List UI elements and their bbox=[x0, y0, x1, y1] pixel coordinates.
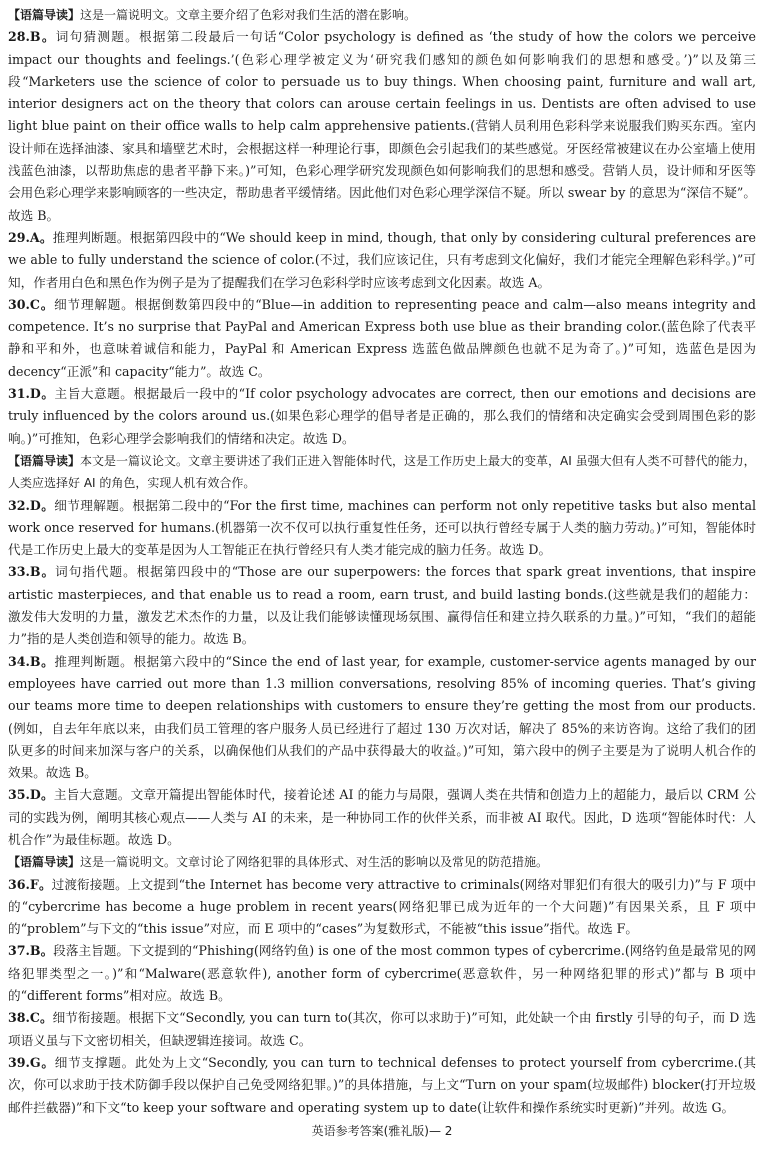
answer-number: 35.D。 bbox=[8, 787, 54, 803]
guide-tag: 【语篇导读】 bbox=[8, 855, 81, 870]
reading-guide bbox=[8, 851, 756, 873]
answer-32 bbox=[8, 495, 756, 562]
answer-explanation: 推理判断题。根据第四段中的“We should keep in mind, though, that only by considering cultural preferences are we able to fully understand the science of color.(不过，我们应该记住，只有考虑到文化偏好，我们才能完全理解色彩科学。)”可知，作者用白色和黑色作为例子是为了提醒我们在学习色彩科学时应该考虑到文化因素。故选 A。 bbox=[8, 229, 756, 290]
answer-explanation: 过渡衔接题。上文提到“the Internet has become very attractive to criminals(网络对罪犯们有很大的吸引力)”与 F 项中的“cybercrime has become a huge problem in recent years(网络犯罪已成为近年的一个大问题)”有因果关系，且 F 项中的“problem”与下文的“this issue”对应，而 E 项中的“cases”为复数形式，不能被“this issue”指代。故选 F。 bbox=[8, 876, 756, 937]
guide-text: 本文是一篇议论文。文章主要讲述了我们正进入智能体时代，这是工作历史上最大的变革，AI 虽强大但有人类不可替代的能力，人类应选择好 AI 的角色，实现人机有效合作。 bbox=[8, 453, 756, 491]
answer-explanation: 主旨大意题。文章开篇提出智能体时代，接着论述 AI 的能力与局限，强调人类在共情和创造力上的超能力，最后以 CRM 公司的实践为例，阐明其核心观点——人类与 AI 的未来，是一种协同工作的伙伴关系，而非被 AI 取代。因此，D 选项“智能体时代：人机合作”为最佳标题。故选 D。 bbox=[8, 787, 756, 847]
answer-37 bbox=[8, 940, 756, 1007]
answer-number: 36.F。 bbox=[8, 876, 52, 892]
answer-number: 32.D。 bbox=[8, 497, 55, 513]
answer-number: 30.C。 bbox=[8, 296, 55, 312]
answer-35 bbox=[8, 784, 756, 851]
answer-explanation: 细节衔接题。根据下文“Secondly, you can turn to(其次，你可以求助于)”可知，此处缺一个由 firstly 引导的句子，而 D 选项语义虽与下文密切相关，但缺逻辑连接词。故选 C。 bbox=[8, 1010, 757, 1048]
answer-explanation: 词句指代题。根据第四段中的“Those are our superpowers: the forces that spark great inventions, that inspire artistic masterpieces, and that enable us to read a room, earn trust, and build lasting bonds.(这些就是我们的超能力：激发伟大发明的力量，激发艺术杰作的力量，以及让我们能够读懂现场氛围、赢得信任和建立持久联系的力量。)”可知，“我们的超能力”指的是人类创造和领导的能力。故选 B。 bbox=[8, 564, 756, 647]
page-footer: 英语参考答案(雅礼版)— 2 bbox=[311, 1124, 453, 1138]
answer-36 bbox=[8, 874, 756, 941]
answer-explanation: 细节支撑题。此处为上文“Secondly, you can turn to technical defenses to protect yourself from cybercrime.(其次，你可以求助于技术防御手段以保护自己免受网络犯罪。)”的具体措施，与上文“Turn on your spam(垃圾邮件) blocker(打开垃圾邮件拦截器)”和下文“to keep your software and operating system up to date(让软件和操作系统实时更新)”并列。故选 G。 bbox=[8, 1054, 756, 1115]
answer-number: 39.G。 bbox=[8, 1054, 55, 1070]
answer-explanation: 细节理解题。根据第二段中的“For the first time, machines can perform not only repetitive tasks but also mental work once reserved for humans.(机器第一次不仅可以执行重复性任务，还可以执行曾经专属于人类的脑力劳动。)”可知，智能体时代是工作历史上最大的变革是因为人工智能正在执行曾经只有人类才能完成的脑力任务。故选 D。 bbox=[8, 497, 756, 558]
answer-explanation: 段落主旨题。下文提到的“Phishing(网络钓鱼) is one of the most common types of cybercrime.(网络钓鱼是最常见的网络犯罪类型之一。)”和“Malware(恶意软件), another form of cybercrime(恶意软件，另一种网络犯罪的形式)”都与 B 项中的“different forms”相对应。故选 B。 bbox=[8, 943, 756, 1004]
answer-number: 38.C。 bbox=[8, 1010, 53, 1026]
answer-29 bbox=[8, 227, 756, 294]
answer-number: 34.B。 bbox=[8, 653, 55, 669]
answer-31 bbox=[8, 383, 756, 450]
answer-number: 29.A。 bbox=[8, 229, 53, 245]
answer-explanation: 细节理解题。根据倒数第四段中的“Blue—in addition to representing peace and calm—also means integrity and competence. It’s no surprise that PayPal and American Express both use blue as their branding color.(蓝色除了代表平静和平和外，也意味着诚信和能力，PayPal 和 American Express 选蓝色做品牌颜色也就不足为奇了。)”可知，选蓝色是因为 decency“正派”和 capacity“能力”。故选 C。 bbox=[8, 296, 756, 379]
answer-38 bbox=[8, 1007, 756, 1052]
answer-34 bbox=[8, 651, 756, 785]
answer-39 bbox=[8, 1052, 756, 1119]
reading-guide bbox=[8, 4, 756, 26]
guide-text: 这是一篇说明文。文章主要介绍了色彩对我们生活的潜在影响。 bbox=[80, 8, 417, 22]
section-color-psychology bbox=[8, 4, 756, 450]
answer-explanation: 词句猜测题。根据第二段最后一句话“Color psychology is defined as ‘the study of how the colors we perceive impact our thoughts and feelings.’(色彩心理学被定义为‘研究我们感知的颜色如何影响我们的思想和感受。’)”以及第三段“Marketers use the science of color to persuade us to buy things. When choosing paint, furniture and wall art, interior designers act on the theory that colors can arouse certain feelings in us. Dentists are often advised to use light blue paint on their office walls to help calm apprehensive patients.(营销人员利用色彩科学来说服我们购买东西。室内设计师在选择油漆、家具和墙壁艺术时，会根据这样一种理论行事，即颜色会引起我们的某些感觉。牙医经常被建议在办公室墙上使用浅蓝色油漆，以帮助焦虑的患者平静下来。)”可知，色彩心理学研究发现颜色如何影响我们的思想和感受。营销人员，设计师和牙医等会用色彩心理学来影响顾客的一些决定，帮助患者平缓情绪。因此他们对色彩心理学深信不疑。所以 swear by 的意思为“深信不疑”。故选 B。 bbox=[8, 29, 756, 223]
answer-number: 31.D。 bbox=[8, 386, 55, 402]
answer-explanation: 推理判断题。根据第六段中的“Since the end of last year, for example, customer-service agents managed by our employees have carried out more than 1.3 million conversations, resolving 85% of incoming queries. That’s giving our teams more time to deepen relationships with customers to ensure they’re getting the most from our products.(例如，自去年年底以来，由我们员工管理的客户服务人员已经进行了超过 130 万次对话，解决了 85%的来访咨询。这给了我们的团队更多的时间来加深与客户的关系，以确保他们从我们的产品中获得最大的收益。)”可知，第六段中的例子主要是为了说明人机合作的效果。故选 B。 bbox=[8, 653, 756, 781]
answer-page bbox=[8, 4, 756, 1144]
answer-33 bbox=[8, 561, 756, 650]
answer-30 bbox=[8, 294, 756, 383]
guide-tag: 【语篇导读】 bbox=[8, 8, 81, 22]
answer-number: 37.B。 bbox=[8, 943, 54, 959]
guide-tag: 【语篇导读】 bbox=[8, 453, 81, 468]
answer-28 bbox=[8, 26, 756, 227]
answer-number: 33.B。 bbox=[8, 564, 56, 580]
guide-text: 这是一篇说明文。文章讨论了网络犯罪的具体形式、对生活的影响以及常见的防范措施。 bbox=[80, 855, 549, 870]
answer-explanation: 主旨大意题。根据最后一段中的“If color psychology advocates are correct, then our emotions and decisions are truly influenced by the colors around us.(如果色彩心理学的倡导者是正确的，那么我们的情绪和决定确实会受到周围色彩的影响。)”可推知，色彩心理学会影响我们的情绪和决定。故选 D。 bbox=[8, 386, 756, 446]
section-ai-agents bbox=[8, 450, 756, 851]
reading-guide bbox=[8, 450, 756, 495]
section-cybercrime bbox=[8, 851, 756, 1119]
answer-number: 28.B。 bbox=[8, 29, 56, 45]
